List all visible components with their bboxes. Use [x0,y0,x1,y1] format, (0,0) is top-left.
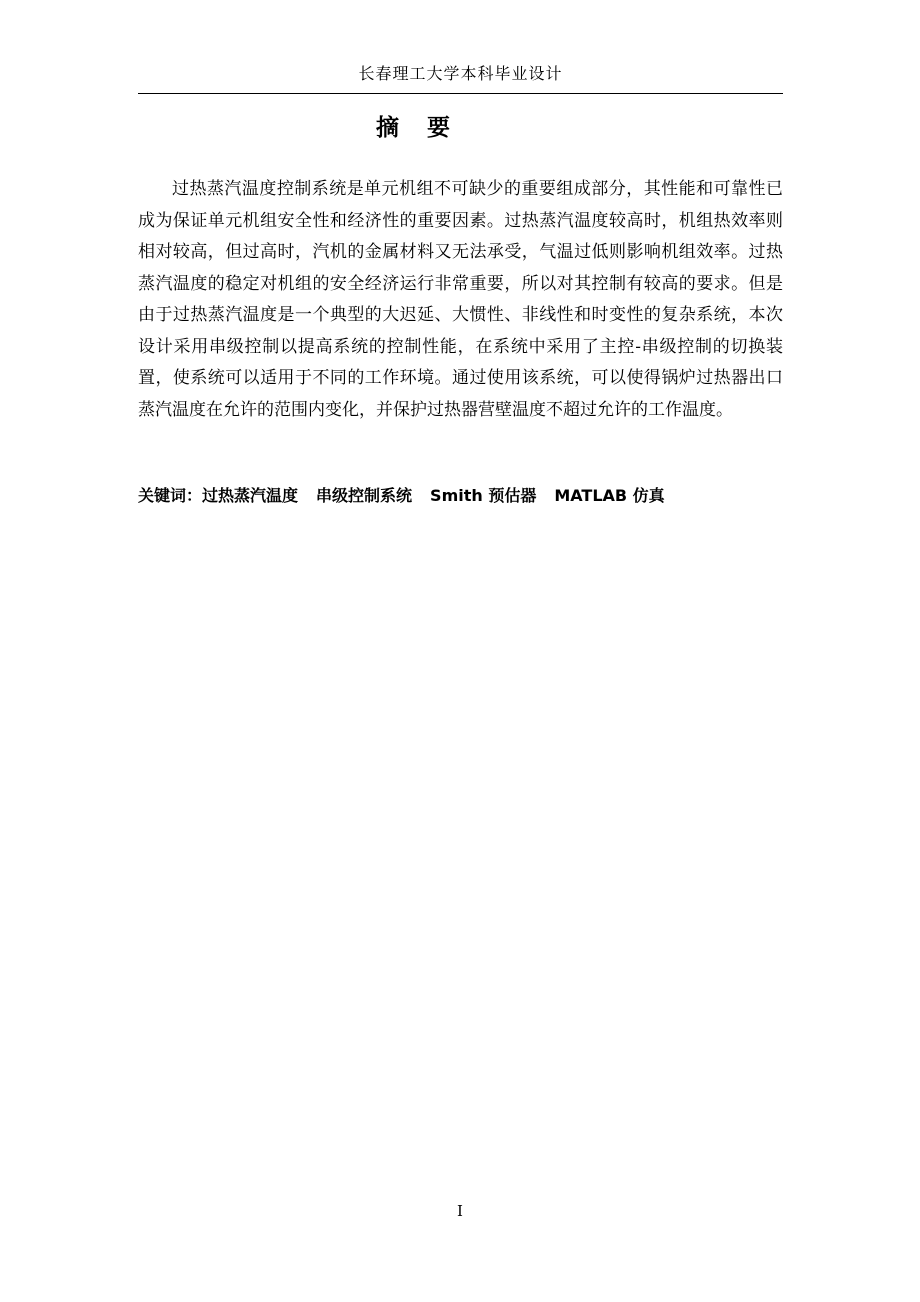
page-number: I [457,1202,463,1220]
keyword-3: Smith 预估器 [430,486,537,505]
keyword-4: MATLAB 仿真 [554,486,665,505]
running-header: 长春理工大学本科毕业设计 [358,64,563,83]
keywords-line [138,483,783,509]
keyword-2: 串级控制系统 [316,486,413,505]
keywords-label: 关键词： [138,486,203,505]
abstract-body: 过热蒸汽温度控制系统是单元机组不可缺少的重要组成部分，其性能和可靠性已成为保证单元机组安全性和经济性的重要因素。过热蒸汽温度较高时，机组热效率则相对较高，但过高时，汽机的金属材料又无法承受，气温过低则影响机组效率。过热蒸汽温度的稳定对机组的安全经济运行非常重要，所以对其控制有较高的要求。但是由于过热蒸汽温度是一个典型的大迟延、大惯性、非线性和时变性的复杂系统，本次设计采用串级控制以提高系统的控制性能，在系统中采用了主控-串级控制的切换装置，使系统可以适用于不同的工作环境。通过使用该系统，可以使得锅炉过热器出口蒸汽温度在允许的范围内变化，并保护过热器营壁温度不超过允许的工作温度。 [138,179,783,420]
header-rule [138,93,783,94]
abstract-title: 摘 要 [375,115,460,141]
keyword-1: 过热蒸汽温度 [202,486,299,505]
